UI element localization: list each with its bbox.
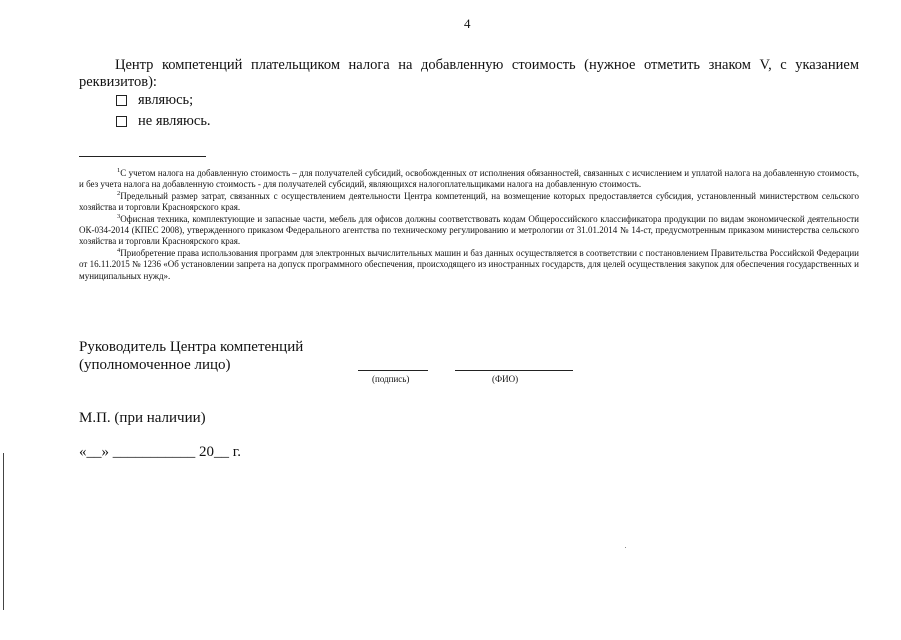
signature-line [358, 370, 428, 371]
footnote-text: Офисная техника, комплектующие и запасные части, мебель для офисов должны соответствовать кодам Общероссийского классификатора продукции по видам экономической деятельности ОК-034-2014 (КПЕС 2008), утвержденного приказом Федерального агентства по техническому регулированию и метрологии от 31.01.2014 № 14-ст, предусмотренным приказом министерства сельского хозяйства и торговли Красноярского края. [79, 213, 859, 247]
checkbox-icon[interactable] [116, 116, 127, 127]
page-number: 4 [464, 16, 471, 31]
checkbox-icon[interactable] [116, 95, 127, 106]
head-title: Руководитель Центра компетенций [79, 339, 304, 355]
fio-label: (ФИО) [492, 374, 519, 384]
footnote-text: Предельный размер затрат, связанных с осуществлением деятельности Центра компетенций, на возмещение которых предоставляется субсидия, установленный министерством сельского хозяйства и торговли Красноярского края. [79, 190, 859, 213]
footnote-2 [79, 191, 859, 214]
signature-label: (подпись) [372, 374, 410, 384]
date-field: «__» ___________ 20__ г. [79, 444, 241, 460]
footnote-mark: 2 [117, 189, 121, 197]
footnote-mark: 4 [117, 246, 121, 254]
footnote-text: С учетом налога на добавленную стоимость – для получателей субсидий, освобожденных от исполнения обязанностей, связанных с исчислением и уплатой налога на добавленную стоимость, и без учета налога на добавленную стоимость - для получателей субсидий, являющихся налогоплательщиками налога на добавленную стоимость. [79, 168, 859, 190]
head-subtitle: (уполномоченное лицо) [79, 357, 231, 373]
option-is-vat-payer[interactable] [116, 92, 193, 109]
footnote-divider [79, 156, 206, 157]
vat-status-intro: Центр компетенций плательщиком налога на добавленную стоимость (нужное отметить знаком V, с указанием реквизитов): [79, 57, 859, 90]
scan-speck [625, 547, 626, 548]
scan-edge-mark [3, 453, 4, 610]
footnote-1 [79, 168, 859, 191]
fio-line [455, 370, 573, 371]
footnote-4 [79, 248, 859, 282]
option-label: являюсь; [138, 92, 194, 108]
option-label: не являюсь. [138, 113, 211, 129]
option-not-vat-payer[interactable] [116, 113, 211, 130]
footnote-mark: 3 [117, 212, 121, 220]
stamp-place: М.П. (при наличии) [79, 410, 206, 426]
footnote-3 [79, 214, 859, 248]
footnote-mark: 1 [117, 167, 121, 174]
footnote-text: Приобретение права использования программ для электронных вычислительных машин и баз данных осуществляется в соответствии с постановлением Правительства Российской Федерации от 16.11.2015 № 1236 «Об установлении запрета на допуск программного обеспечения, происходящего из иностранных государств, для целей осуществления закупок для обеспечения государственных и муниципальных нужд». [79, 247, 859, 281]
footnotes [79, 168, 859, 282]
